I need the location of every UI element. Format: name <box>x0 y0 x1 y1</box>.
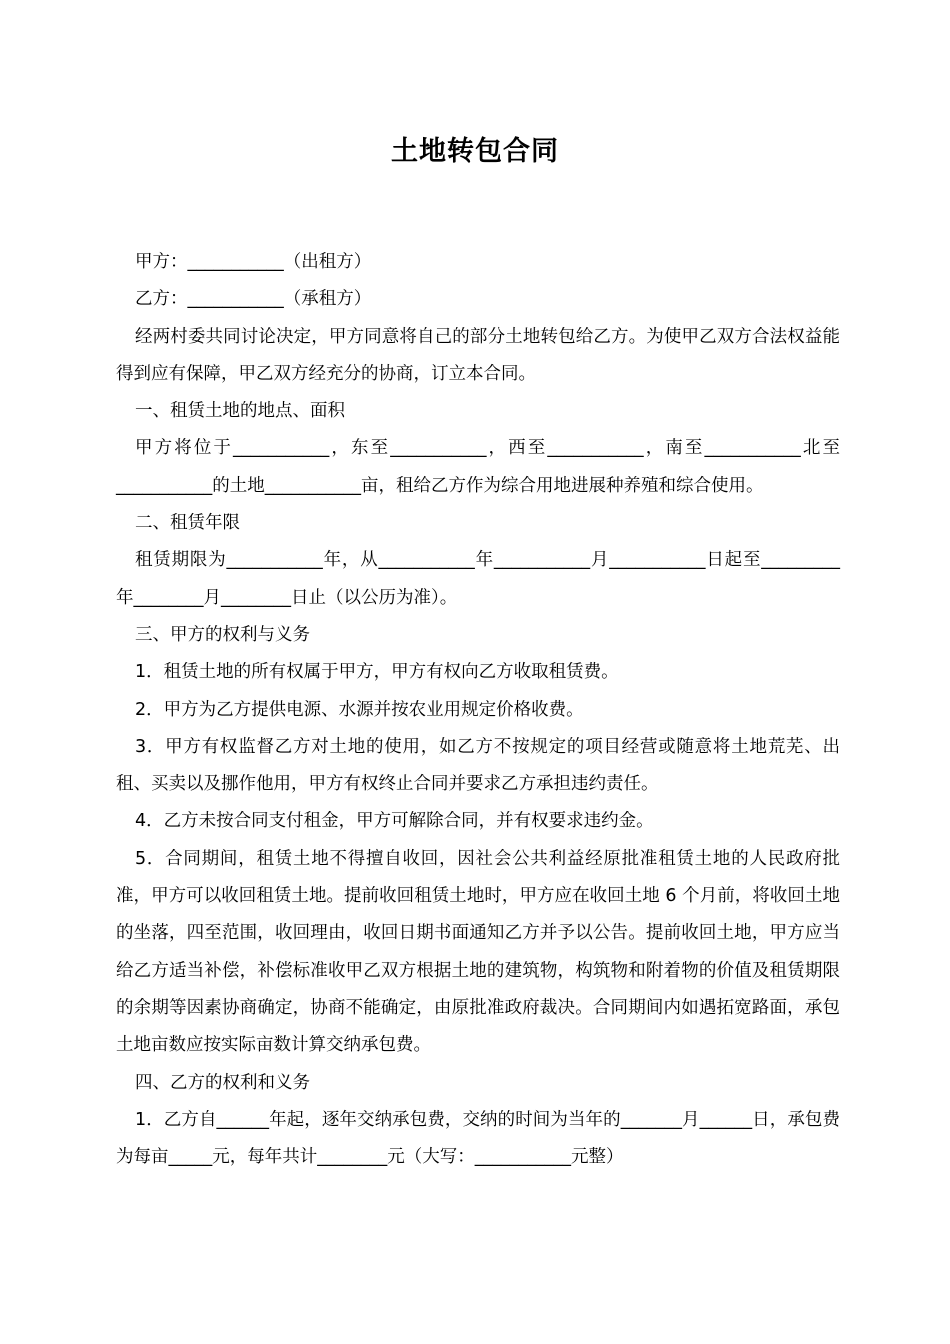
clause-3-2: 2．甲方为乙方提供电源、水源并按农业用规定价格收费。 <box>135 699 584 720</box>
lease-term-paragraph: 租赁期限为___________年，从___________年___________月___________日起至_________年________月________日止（以公历为准）。 <box>116 550 840 608</box>
clause-3-4: 4．乙方未按合同支付租金，甲方可解除合同，并有权要求违约金。 <box>135 811 654 832</box>
preamble-paragraph: 经两村委共同讨论决定，甲方同意将自己的部分土地转包给乙方。为使甲乙双方合法权益能得到应有保障，甲乙双方经充分的协商，订立本合同。 <box>116 326 840 384</box>
party-a-line: 甲方：___________（出租方） <box>135 252 372 272</box>
land-location-paragraph: 甲方将位于___________，东至___________，西至___________，南至___________北至___________的土地___________亩，租给乙方作为综合用地进展种养殖和综合使用。 <box>116 438 840 496</box>
clause-4-1: 1．乙方自______年起，逐年交纳承包费，交纳的时间为当年的_______月______日，承包费为每亩_____元，每年共计________元（大写：___________元整） <box>116 1109 840 1168</box>
document-title: 土地转包合同 <box>391 136 559 167</box>
clause-3-5: 5．合同期间，租赁土地不得擅自收回，因社会公共利益经原批准租赁土地的人民政府批准，甲方可以收回租赁土地。提前收回租赁土地时，甲方应在收回土地 6 个月前，将收回土地的坐落，四至范围，收回理由，收回日期书面通知乙方并予以公告。提前收回土地，甲方应当给乙方适当补偿，补偿标准收甲乙双方根据土地的建筑物，构筑物和附着物的价值及租赁期限的余期等因素协商确定，协商不能确定，由原批准政府裁决。合同期间内如遇拓宽路面，承包土地亩数应按实际亩数计算交纳承包费。 <box>116 848 840 1056</box>
clause-3-3: 3．甲方有权监督乙方对土地的使用，如乙方不按规定的项目经营或随意将土地荒芜、出租、买卖以及挪作他用，甲方有权终止合同并要求乙方承担违约责任。 <box>116 736 840 795</box>
document-body <box>116 244 840 1176</box>
section-heading-3: 三、甲方的权利与义务 <box>135 624 310 645</box>
section-heading-1: 一、租赁土地的地点、面积 <box>135 401 345 422</box>
section-heading-2: 二、租赁年限 <box>135 513 240 534</box>
section-heading-4: 四、乙方的权利和义务 <box>135 1072 310 1093</box>
party-b-line: 乙方：___________（承租方） <box>135 289 372 310</box>
clause-3-1: 1．租赁土地的所有权属于甲方，甲方有权向乙方收取租赁费。 <box>135 662 619 683</box>
